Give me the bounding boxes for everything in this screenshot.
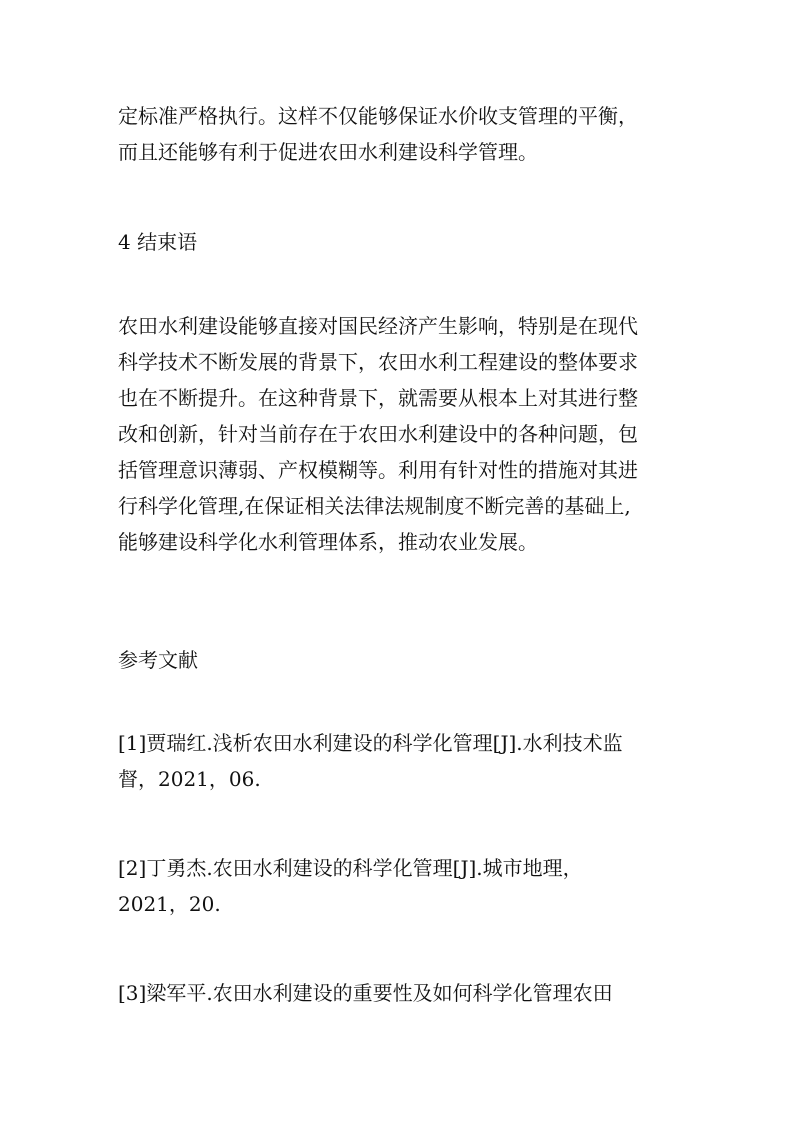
conclusion-paragraph bbox=[118, 308, 678, 560]
paragraph-line: 改和创新，针对当前存在于农田水利建设中的各种问题，包 bbox=[118, 422, 638, 446]
paragraph-line: 行科学化管理,在保证相关法律法规制度不断完善的基础上, bbox=[118, 494, 631, 518]
section-heading: 4 结束语 bbox=[118, 230, 198, 254]
section-heading-conclusion bbox=[118, 224, 678, 260]
reference-item-1 bbox=[118, 725, 678, 797]
reference-item-3 bbox=[118, 975, 678, 1011]
reference-line: [1]贾瑞红.浅析农田水利建设的科学化管理[J].水利技术监 bbox=[118, 731, 623, 755]
paragraph-line: 也在不断提升。在这种背景下，就需要从根本上对其进行整 bbox=[118, 386, 638, 410]
references-heading-block bbox=[118, 642, 678, 678]
paragraph-line: 农田水利建设能够直接对国民经济产生影响，特别是在现代 bbox=[118, 314, 638, 338]
paragraph-line: 而且还能够有利于促进农田水利建设科学管理。 bbox=[118, 140, 538, 164]
references-heading: 参考文献 bbox=[118, 648, 198, 672]
paragraph-line: 括管理意识薄弱、产权模糊等。利用有针对性的措施对其进 bbox=[118, 458, 638, 482]
reference-line: [2]丁勇杰.农田水利建设的科学化管理[J].城市地理， bbox=[118, 856, 583, 880]
reference-line: 2021，20. bbox=[118, 892, 221, 916]
reference-item-2 bbox=[118, 850, 678, 922]
paragraph-line: 能够建设科学化水利管理体系，推动农业发展。 bbox=[118, 530, 538, 554]
reference-line: [3]梁军平.农田水利建设的重要性及如何科学化管理农田 bbox=[118, 981, 613, 1005]
paragraph-line: 科学技术不断发展的背景下，农田水利工程建设的整体要求 bbox=[118, 350, 638, 374]
reference-line: 督，2021，06. bbox=[118, 767, 261, 791]
intro-paragraph bbox=[118, 98, 678, 170]
paragraph-line: 定标准严格执行。这样不仅能够保证水价收支管理的平衡， bbox=[118, 104, 638, 128]
